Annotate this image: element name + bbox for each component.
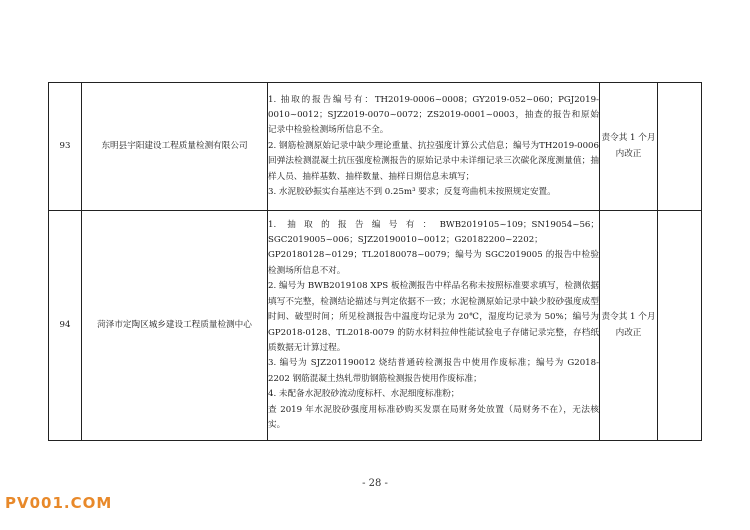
row-number: 94 xyxy=(49,211,82,441)
issues-cell xyxy=(268,211,600,441)
issue-item: 查 2019 年水泥胶砂强度用标准砂购买发票在局财务处放置（局财务不在），无法核实。 xyxy=(268,404,599,430)
unit-name: 菏泽市定陶区城乡建设工程质量检测中心 xyxy=(82,211,268,441)
issues-cell xyxy=(268,83,600,211)
watermark-logo: PV001.COM xyxy=(5,494,113,512)
rectification-table xyxy=(48,82,702,441)
remark-cell xyxy=(658,83,702,211)
unit-name: 东明县宇阳建设工程质量检测有限公司 xyxy=(82,83,268,211)
issue-item: 3. 编号为 SJZ201190012 烧结普通砖检测报告中使用作废标准；编号为 G2018-2202 钢筋混凝土热轧带肋钢筋检测报告使用作废标准； xyxy=(268,358,599,384)
issue-item: 1. 抽取的报告编号有：TH2019-0006~0008；GY2019-052~060；PGJ2019-0010~0012；SJZ2019-0070~0072；ZS2019-0001~0003，抽查的报告和原始记录中检验检测场所信息不全。 xyxy=(268,94,599,136)
remark-cell xyxy=(658,211,702,441)
action-cell: 责令其 1 个月内改正 xyxy=(600,211,658,441)
table-row xyxy=(49,211,702,441)
row-number: 93 xyxy=(49,83,82,211)
issue-item: 2. 编号为 BWB2019108 XPS 板检测报告中样品名称未按照标准要求填写，检测依据填写不完整，检测结论描述与判定依据不一致；水泥检测原始记录中缺少胶砂强度成型时间、破型时间；所见检测报告中温度均记录为 20℃，湿度均记录为 50%；编号为 GP2018-0128、TL2018-0079 的防水材料拉伸性能试验电子存储记录完整，存档纸质数据无计算过程。 xyxy=(268,281,599,353)
page-number: - 28 - xyxy=(362,478,388,489)
action-cell: 责令其 1 个月内改正 xyxy=(600,83,658,211)
table-row xyxy=(49,83,702,211)
issue-item: 4. 未配备水泥胶砂流动度标杆、水泥细度标准粉； xyxy=(268,389,460,400)
issue-item: 3. 水泥胶砂振实台基座达不到 0.25m³ 要求；反复弯曲机未按照规定安置。 xyxy=(268,187,556,198)
issue-item: 1. 抽取的报告编号有：BWB2019105~109；SN19054~56；SGC2019005~006；SJZ20190010~0012；G20182200~2202；GP20180128~0129；TL20180078~0079；编号为 SGC2019005 的报告中检验检测场所信息不对。 xyxy=(268,219,599,276)
issue-item: 2. 钢筋检测原始记录中缺少理论重量、抗拉强度计算公式信息；编号为TH2019-0006 回弹法检测混凝土抗压强度检测报告的原始记录中未详细记录三次碳化深度测量值；抽样人员、抽样基数、抽样数量、抽样日期信息未填写； xyxy=(268,140,599,182)
